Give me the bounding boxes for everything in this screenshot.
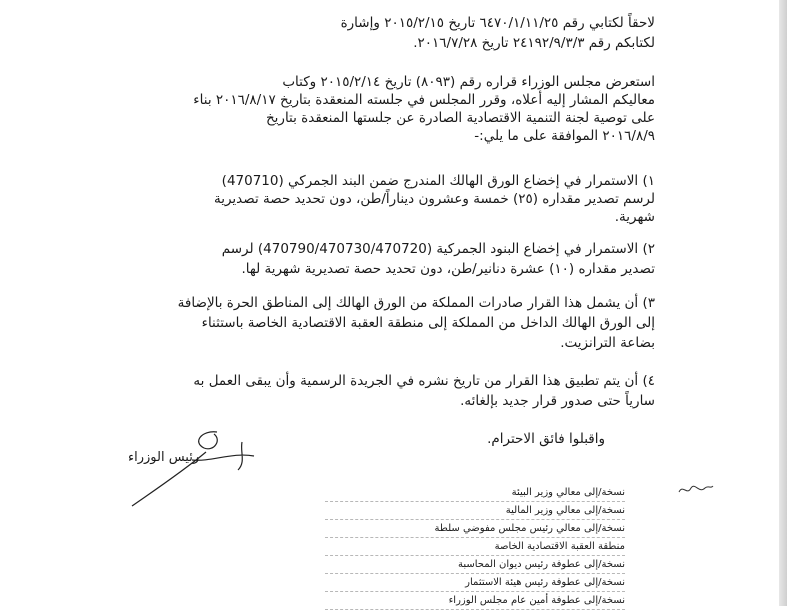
intro-line: على توصية لجنة التنمية الاقتصادية الصادرة عن جلستها المنعقدة بتاريخ: [265, 110, 655, 126]
copy-recipient: نسخة/إلى عطوفة رئيس هيئة الاستثمار: [325, 574, 625, 592]
item-line: ٢) الاستمرار في إخضاع البنود الجمركية (470790/470730/470720) لرسم: [221, 241, 655, 257]
intro-line: استعرض مجلس الوزراء قراره رقم (٨٠٩٣) تاريخ ٢٠١٥/٢/١٤ وكتاب: [282, 74, 655, 90]
copy-recipient: نسخة/إلى معالي وزير البيئة: [325, 484, 625, 502]
copy-recipient: نسخة/إلى عطوفة رئيس ديوان المحاسبة: [325, 556, 625, 574]
copy-recipient: نسخة/إلى معالي رئيس مجلس مفوضي سلطة: [325, 520, 625, 538]
item-line: إلى الورق الهالك الداخل من المملكة إلى منطقة العقبة الاقتصادية الخاصة باستثناء: [201, 315, 655, 331]
signature-title: رئيس الوزراء: [128, 450, 200, 465]
handwritten-initial: [675, 480, 715, 500]
decision-item-1: [135, 172, 655, 232]
item-line: شهرية.: [614, 209, 655, 225]
intro-line: ٢٠١٦/٨/٩ الموافقة على ما يلي:-: [474, 128, 655, 144]
copy-recipient: نسخة/إلى عطوفة أمين عام مجلس الوزراء: [325, 592, 625, 610]
item-line: ٤) أن يتم تطبيق هذا القرار من تاريخ نشره في الجريدة الرسمية وأن يبقى العمل به: [193, 373, 655, 389]
copies-list: [325, 484, 625, 610]
copy-recipient: منطقة العقبة الاقتصادية الخاصة: [325, 538, 625, 556]
decision-item-3: [135, 294, 655, 356]
reference-line: لكتابكم رقم ٢٤١٩٢/٩/٣/٣ تاريخ ٢٠١٦/٧/٢٨.: [413, 35, 655, 51]
decision-item-4: [135, 372, 655, 412]
reference-line: لاحقاً لكتابي رقم ٦٤٧٠/١/١١/٢٥ تاريخ ٢٠١٥/٢/١٥ وإشارة: [340, 15, 655, 31]
decision-item-2: [135, 240, 655, 286]
closing-line: واقبلوا فائق الاحترام.: [487, 431, 605, 447]
reference-paragraph: [135, 14, 655, 54]
item-line: لرسم تصدير مقداره (٢٥) خمسة وعشرون ديناراً/طن، دون تحديد حصة تصديرية: [213, 191, 655, 207]
intro-line: معاليكم المشار إليه أعلاه، وقرر المجلس في جلسته المنعقدة بتاريخ ٢٠١٦/٨/١٧ بناء: [193, 92, 655, 108]
copy-recipient: نسخة/إلى معالي وزير المالية: [325, 502, 625, 520]
item-line: ٣) أن يشمل هذا القرار صادرات المملكة من الورق الهالك إلى المناطق الحرة بالإضافة: [177, 295, 655, 311]
item-line: تصدير مقداره (١٠) عشرة دنانير/طن، دون تحديد حصة تصديرية شهرية لها.: [241, 261, 655, 277]
item-line: بضاعة الترانزيت.: [560, 335, 655, 351]
page-edge: [779, 0, 787, 606]
item-line: سارياً حتى صدور قرار جديد بإلغائه.: [460, 393, 655, 409]
intro-paragraph: [135, 73, 655, 145]
handwritten-signature: [122, 422, 272, 512]
item-line: ١) الاستمرار في إخضاع الورق الهالك المندرج ضمن البند الجمركي (470710): [221, 173, 655, 189]
